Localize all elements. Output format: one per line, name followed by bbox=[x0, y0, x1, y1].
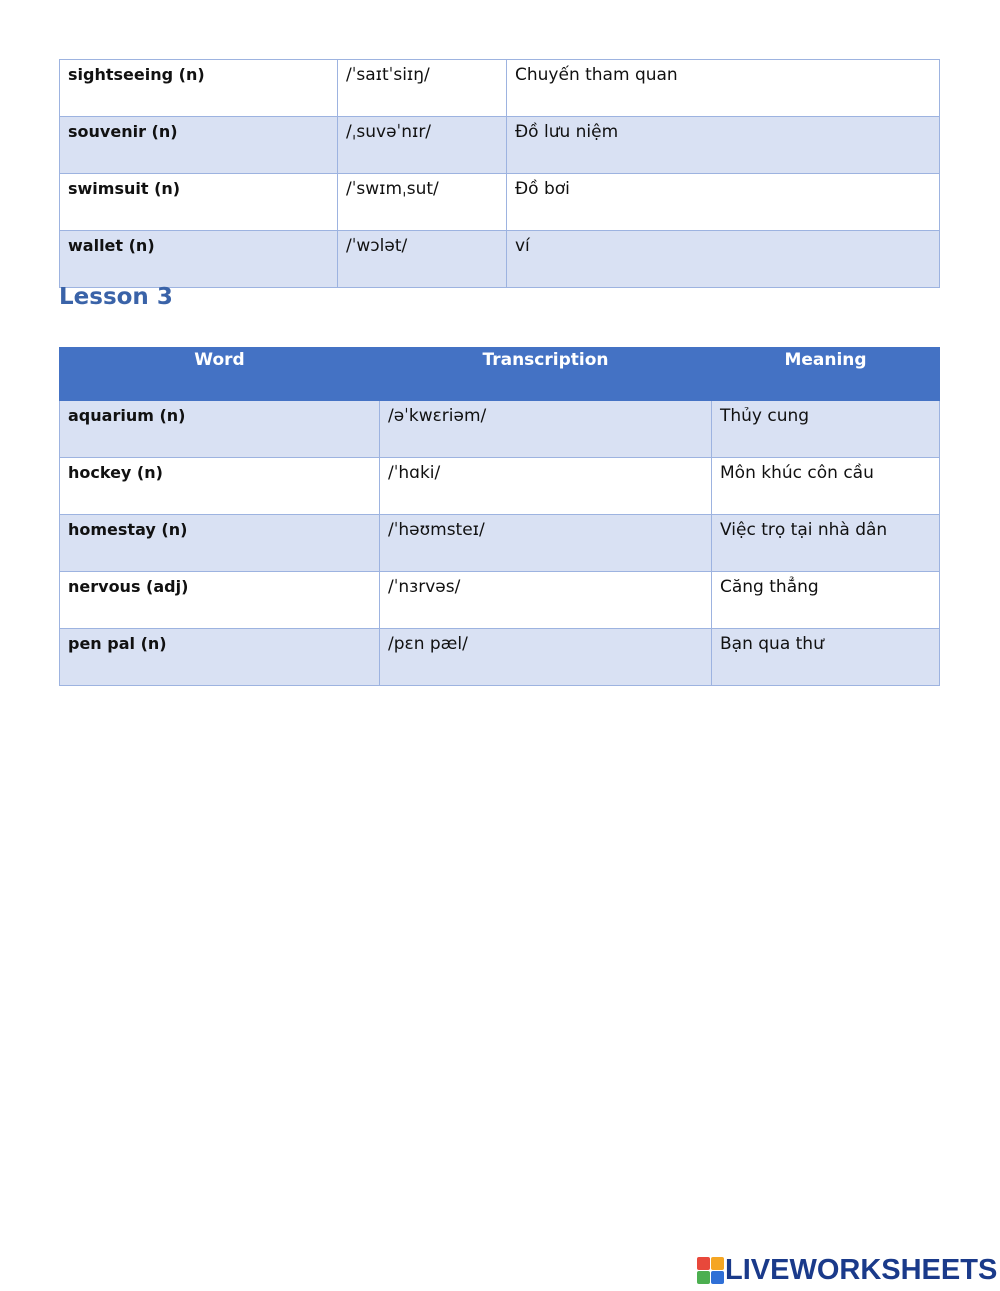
header-word: Word bbox=[60, 348, 380, 401]
transcription-cell: /ˈhɑki/ bbox=[388, 463, 441, 483]
meaning-cell: Thủy cung bbox=[720, 406, 810, 426]
meaning-cell: ví bbox=[515, 236, 530, 256]
meaning-cell: Căng thẳng bbox=[720, 577, 819, 597]
logo-text: LIVEWORKSHEETS bbox=[725, 1253, 998, 1286]
logo-square-i bbox=[711, 1257, 724, 1270]
transcription-cell: /ˈwɔlət/ bbox=[346, 236, 408, 256]
word-cell: souvenir (n) bbox=[68, 122, 178, 141]
transcription-cell: /ˈnɜrvəs/ bbox=[388, 577, 461, 597]
table-row bbox=[60, 117, 940, 174]
table-row bbox=[60, 174, 940, 231]
word-cell: hockey (n) bbox=[68, 463, 163, 482]
table-row bbox=[60, 231, 940, 288]
transcription-cell: /əˈkwɛriəm/ bbox=[388, 406, 487, 426]
meaning-cell: Bạn qua thư bbox=[720, 634, 824, 654]
vocabulary-table-top bbox=[59, 59, 940, 288]
transcription-cell: /ˈhəʊmsteɪ/ bbox=[388, 520, 485, 540]
header-meaning: Meaning bbox=[712, 348, 940, 401]
table-row bbox=[60, 458, 940, 515]
word-cell: pen pal (n) bbox=[68, 634, 167, 653]
transcription-cell: /ˈswɪmˌsut/ bbox=[346, 179, 439, 199]
vocabulary-table-lesson3 bbox=[59, 347, 940, 686]
word-cell: swimsuit (n) bbox=[68, 179, 181, 198]
logo-square-e bbox=[711, 1271, 724, 1284]
word-cell: wallet (n) bbox=[68, 236, 155, 255]
table-header-row bbox=[60, 348, 940, 401]
word-cell: sightseeing (n) bbox=[68, 65, 205, 84]
meaning-cell: Môn khúc côn cầu bbox=[720, 463, 874, 483]
word-cell: aquarium (n) bbox=[68, 406, 186, 425]
lesson-heading: Lesson 3 bbox=[59, 284, 173, 310]
transcription-cell: /ˌsuvəˈnɪr/ bbox=[346, 122, 432, 142]
word-cell: nervous (adj) bbox=[68, 577, 189, 596]
table-row bbox=[60, 629, 940, 686]
meaning-cell: Đồ lưu niệm bbox=[515, 122, 619, 142]
liveworksheets-logo[interactable] bbox=[697, 1255, 997, 1285]
meaning-cell: Chuyến tham quan bbox=[515, 65, 678, 85]
table-row bbox=[60, 515, 940, 572]
word-cell: homestay (n) bbox=[68, 520, 188, 539]
logo-square-v bbox=[697, 1271, 710, 1284]
meaning-cell: Việc trọ tại nhà dân bbox=[720, 520, 888, 540]
table-row bbox=[60, 572, 940, 629]
table-row bbox=[60, 60, 940, 117]
logo-mark-icon bbox=[697, 1257, 723, 1283]
table-row bbox=[60, 401, 940, 458]
header-transcription: Transcription bbox=[380, 348, 712, 401]
meaning-cell: Đồ bơi bbox=[515, 179, 570, 199]
transcription-cell: /ˈsaɪtˈsiɪŋ/ bbox=[346, 65, 430, 85]
transcription-cell: /pɛn pæl/ bbox=[388, 634, 468, 654]
logo-square-l bbox=[697, 1257, 710, 1270]
